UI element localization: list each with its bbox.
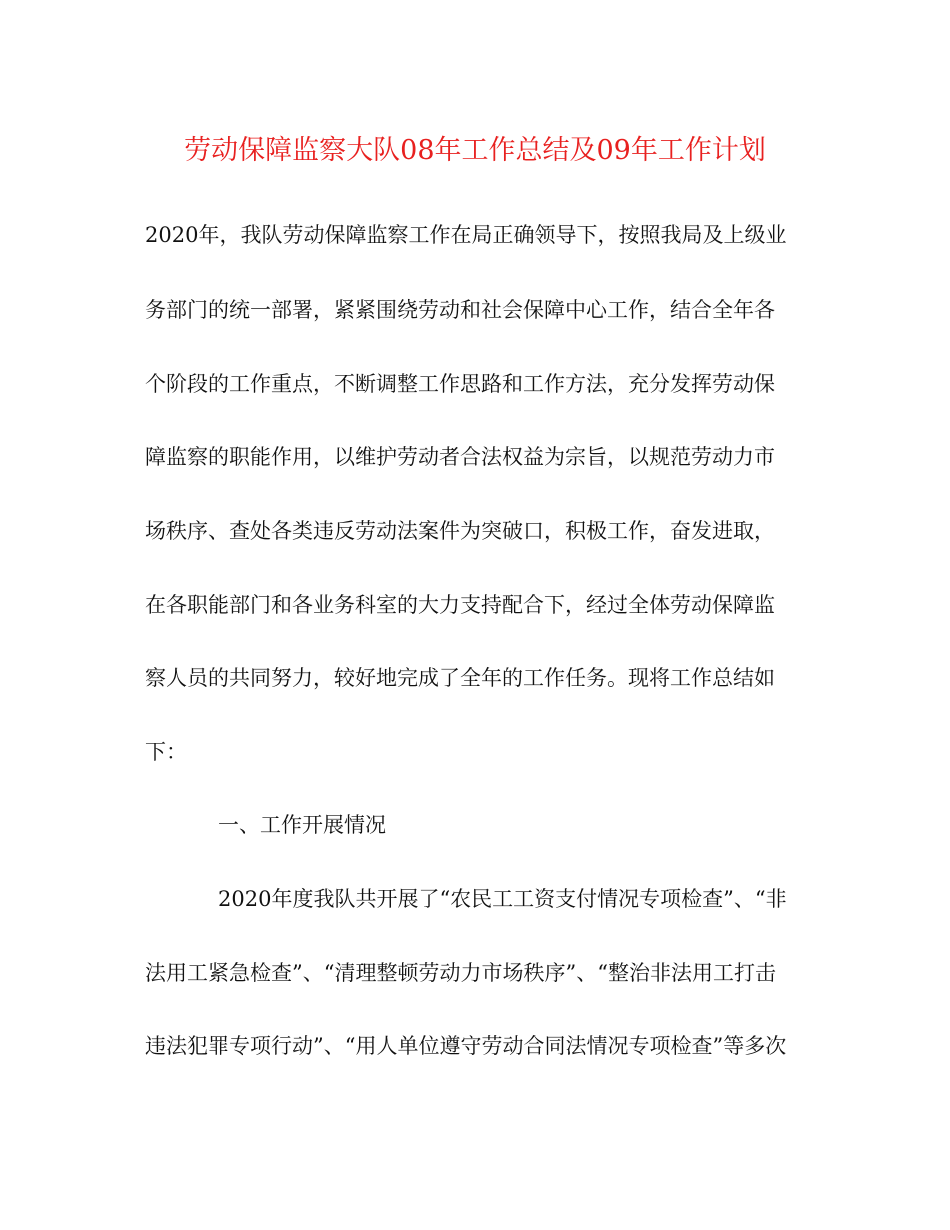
paragraph-line-4: 障监察的职能作用，以维护劳动者合法权益为宗旨，以规范劳动力市 bbox=[145, 445, 775, 469]
paragraph-line-8: 下： bbox=[145, 740, 187, 764]
paragraph-line-3: 个阶段的工作重点，不断调整工作思路和工作方法，充分发挥劳动保 bbox=[145, 372, 775, 396]
paragraph-line-7: 察人员的共同努力，较好地完成了全年的工作任务。现将工作总结如 bbox=[145, 666, 775, 690]
paragraph-line-11: 违法犯罪专项行动”、“用人单位遵守劳动合同法情况专项检查”等多次 bbox=[145, 1034, 787, 1058]
paragraph-line-9: 2020年度我队共开展了“农民工工资支付情况专项检查”、“非 bbox=[218, 887, 787, 911]
section-heading: 一、工作开展情况 bbox=[218, 813, 386, 837]
paragraph-line-5: 场秩序、查处各类违反劳动法案件为突破口，积极工作，奋发进取， bbox=[145, 519, 775, 543]
paragraph-line-1: 2020年，我队劳动保障监察工作在局正确领导下，按照我局及上级业 bbox=[145, 223, 787, 247]
paragraph-line-6: 在各职能部门和各业务科室的大力支持配合下，经过全体劳动保障监 bbox=[145, 593, 775, 617]
paragraph-line-10: 法用工紧急检查”、“清理整顿劳动力市场秩序”、“整治非法用工打击 bbox=[145, 961, 776, 985]
document-title: 劳动保障监察大队08年工作总结及09年工作计划 bbox=[184, 135, 766, 166]
paragraph-line-2: 务部门的统一部署，紧紧围绕劳动和社会保障中心工作，结合全年各 bbox=[145, 298, 775, 322]
